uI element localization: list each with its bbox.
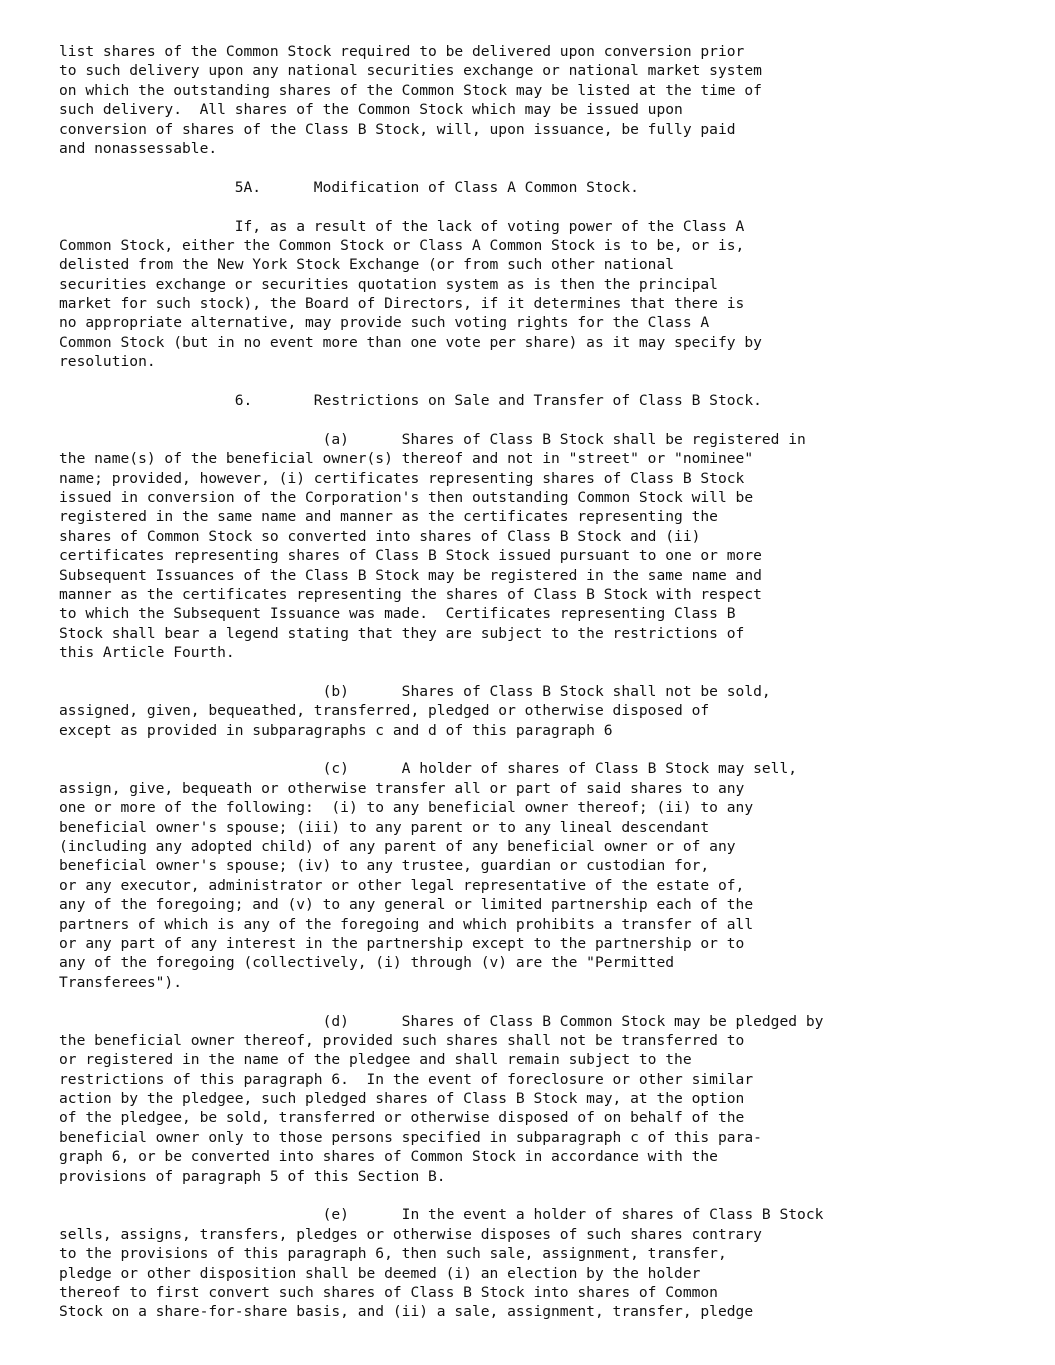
blank-line [59,740,1019,759]
document-line: to the provisions of this paragraph 6, then such sale, assignment, transfer, [59,1245,727,1263]
document-line: beneficial owner only to those persons specified in subparagraph c of this para- [59,1128,762,1146]
document-line: sells, assigns, transfers, pledges or otherwise disposes of such shares contrary [59,1225,762,1243]
document-line: assigned, given, bequeathed, transferred, pledged or otherwise disposed of [59,702,710,720]
document-line: (a) Shares of Class B Stock shall be registered in [59,430,806,448]
document-page [59,42,1019,1322]
document-line: or any part of any interest in the partnership except to the partnership or to [59,934,745,952]
document-line: manner as the certificates representing the shares of Class B Stock with respect [59,585,762,603]
blank-line [59,372,1019,391]
document-line: assign, give, bequeath or otherwise transfer all or part of said shares to any [59,779,745,797]
document-line: beneficial owner's spouse; (iii) to any parent or to any lineal descendant [59,818,710,836]
document-line: resolution. [59,353,156,371]
document-line: If, as a result of the lack of voting power of the Class A [59,217,745,235]
document-line: on which the outstanding shares of the Common Stock may be listed at the time of [59,81,762,99]
document-line: or any executor, administrator or other legal representative of the estate of, [59,876,745,894]
blank-line [59,663,1019,682]
document-line: any of the foregoing; and (v) to any general or limited partnership each of the [59,896,754,914]
document-line: such delivery. All shares of the Common Stock which may be issued upon [59,101,683,119]
document-line: provisions of paragraph 5 of this Section B. [59,1167,446,1185]
document-line: list shares of the Common Stock required to be delivered upon conversion prior [59,43,745,60]
document-line: certificates representing shares of Class B Stock issued pursuant to one or more [59,547,762,565]
document-line: or registered in the name of the pledgee and shall remain subject to the [59,1051,692,1069]
document-line: 6. Restrictions on Sale and Transfer of Class B Stock. [59,392,762,410]
document-line: to such delivery upon any national securities exchange or national market system [59,62,762,80]
document-line: (d) Shares of Class B Common Stock may be pledged by [59,1012,824,1030]
document-line: Common Stock (but in no event more than one vote per share) as it may specify by [59,333,762,351]
document-line: pledge or other disposition shall be deemed (i) an election by the holder [59,1264,701,1282]
document-line: name; provided, however, (i) certificates representing shares of Class B Stock [59,469,745,487]
document-line: partners of which is any of the foregoing and which prohibits a transfer of all [59,915,754,933]
document-line: conversion of shares of the Class B Stock, will, upon issuance, be fully paid [59,120,736,138]
document-line: registered in the same name and manner as the certificates representing the [59,508,718,526]
document-line: this Article Fourth. [59,644,235,662]
document-line: issued in conversion of the Corporation's then outstanding Common Stock will be [59,488,754,506]
blank-line [59,158,1019,177]
document-line: restrictions of this paragraph 6. In the event of foreclosure or other similar [59,1070,754,1088]
blank-line [59,1186,1019,1205]
document-line: and nonassessable. [59,139,218,157]
document-line: Stock on a share-for-share basis, and (ii) a sale, assignment, transfer, pledge [59,1303,754,1321]
document-line: the beneficial owner thereof, provided such shares shall not be transferred to [59,1031,745,1049]
document-line: Common Stock, either the Common Stock or Class A Common Stock is to be, or is, [59,236,745,254]
document-line: of the pledgee, be sold, transferred or otherwise disposed of on behalf of the [59,1109,745,1127]
blank-line [59,410,1019,429]
document-line: Subsequent Issuances of the Class B Stock may be registered in the same name and [59,566,762,584]
document-line: one or more of the following: (i) to any beneficial owner thereof; (ii) to any [59,799,754,817]
document-line: delisted from the New York Stock Exchange (or from such other national [59,256,675,274]
document-line: the name(s) of the beneficial owner(s) thereof and not in "street" or "nominee" [59,450,754,468]
document-line: action by the pledgee, such pledged shares of Class B Stock may, at the option [59,1090,745,1108]
document-line: beneficial owner's spouse; (iv) to any trustee, guardian or custodian for, [59,857,710,875]
document-line: graph 6, or be converted into shares of Common Stock in accordance with the [59,1148,718,1166]
document-line: no appropriate alternative, may provide such voting rights for the Class A [59,314,710,332]
document-line: to which the Subsequent Issuance was made. Certificates representing Class B [59,605,736,623]
document-line: (e) In the event a holder of shares of Class B Stock [59,1206,824,1224]
document-line: any of the foregoing (collectively, (i) through (v) are the "Permitted [59,954,675,972]
document-line: securities exchange or securities quotation system as is then the principal [59,275,718,293]
document-line: except as provided in subparagraphs c and d of this paragraph 6 [59,721,613,739]
blank-line [59,197,1019,216]
document-line: (including any adopted child) of any parent of any beneficial owner or of any [59,838,736,856]
document-line: 5A. Modification of Class A Common Stock. [59,178,639,196]
document-line: thereof to first convert such shares of Class B Stock into shares of Common [59,1284,718,1301]
blank-line [59,992,1019,1011]
document-line: market for such stock), the Board of Directors, if it determines that there is [59,295,745,313]
document-line: (b) Shares of Class B Stock shall not be sold, [59,682,771,700]
document-line: (c) A holder of shares of Class B Stock may sell, [59,760,798,778]
document-line: Transferees"). [59,973,183,991]
document-line: Stock shall bear a legend stating that they are subject to the restrictions of [59,624,745,642]
document-line: shares of Common Stock so converted into shares of Class B Stock and (ii) [59,527,701,545]
